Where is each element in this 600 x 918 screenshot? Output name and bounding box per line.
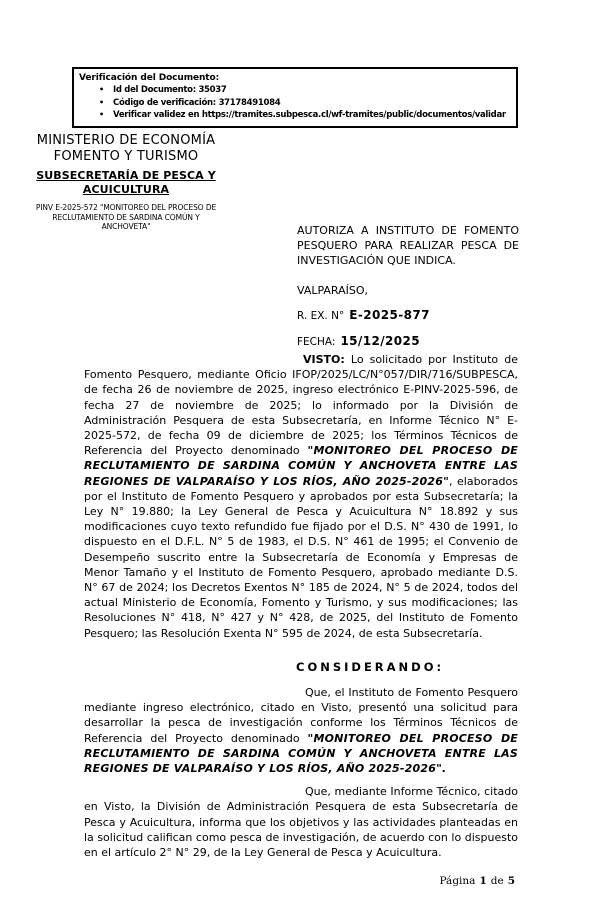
ministry-name-line2: FOMENTO Y TURISMO bbox=[53, 148, 199, 164]
date-value: 15/12/2025 bbox=[340, 333, 420, 348]
visto-label: VISTO: bbox=[303, 353, 345, 366]
resolution-header bbox=[297, 223, 519, 348]
resolution-number-line bbox=[297, 308, 519, 322]
bullet-icon: • bbox=[99, 85, 105, 94]
bullet-icon: • bbox=[99, 110, 105, 119]
page-label: Página bbox=[439, 875, 476, 887]
verification-item-text: Verificar validez en https://tramites.subpesca.cl/wf-tramites/public/documentos/validar bbox=[113, 110, 506, 120]
city-line: VALPARAÍSO, bbox=[297, 283, 369, 297]
considerando-paragraph-1 bbox=[84, 685, 518, 776]
subsecretaria-title: SUBSECRETARÍA DE PESCA Y ACUICULTURA bbox=[36, 169, 216, 196]
bullet-icon: • bbox=[99, 97, 105, 107]
resolution-number-value: E-2025-877 bbox=[349, 307, 430, 322]
resolution-number-label: R. EX. N° bbox=[297, 309, 345, 322]
considerando-paragraph-2: Que, mediante Informe Técnico, citado en Visto, la División de Administración Pesquera de esta Subsecretaría de Pesca y Acuicultura, informa que los objetivos y las actividades planteadas en la solicitud califican como pesca de investigación, de acuerdo con lo dispuesto en el artículo 2° N° 29, de la Ley General de Pesca y Acuicultura. bbox=[84, 785, 518, 860]
project-title-emphasis: "MONITOREO DEL PROCESO DE RECLUTAMIENTO DE SARDINA COMÚN Y ANCHOVETA ENTRE LAS REGIONES DE VALPARAÍSO Y LOS RÍOS, AÑO 2025-2026". bbox=[84, 731, 518, 776]
of-label: de bbox=[490, 875, 504, 887]
project-title-emphasis: "MONITOREO DEL PROCESO DE RECLUTAMIENTO DE SARDINA COMÚN Y ANCHOVETA ENTRE LAS REGIONES DE VALPARAÍSO Y LOS RÍOS, AÑO 2025-2026" bbox=[84, 444, 518, 488]
project-reference: PINV E-2025-572 "MONITOREO DEL PROCESO DE RECLUTAMIENTO DE SARDINA COMÚN Y ANCHOVETA" bbox=[35, 203, 217, 231]
date-label: FECHA: bbox=[297, 335, 336, 348]
document-body bbox=[84, 352, 518, 860]
date-line bbox=[297, 334, 519, 348]
visto-paragraph bbox=[84, 352, 518, 641]
ministry-name-line1: MINISTERIO DE ECONOMÍA bbox=[36, 133, 216, 148]
visto-text-1: Lo solicitado por Instituto de Fomento Pesquero, mediante Oficio IFOP/2025/LC/N°057/DIR/716/SUBPESCA, de fecha 26 de noviembre de 2025, ingreso electrónico E-PINV-2025-596, de fecha 27 de noviembre de 2025; lo informado por la División de Administración Pesquera de esta Subsecretaría, en Informe Técnico N° E-2025-572, de fecha 09 de diciembre de 2025; los Términos Técnicos de Referencia del Proyecto denominado bbox=[84, 353, 518, 458]
verification-title: Verificación del Documento: bbox=[79, 73, 220, 83]
resolution-subject: AUTORIZA A INSTITUTO DE FOMENTO PESQUERO PARA REALIZAR PESCA DE INVESTIGACIÓN QUE INDICA. bbox=[297, 224, 519, 268]
verification-item-code bbox=[79, 97, 512, 110]
verification-item-url bbox=[79, 109, 512, 122]
letterhead bbox=[34, 133, 218, 232]
page-footer bbox=[439, 874, 515, 888]
verification-item-document-id bbox=[79, 84, 512, 97]
page-number: 1 bbox=[479, 875, 487, 887]
considerando-heading: CONSIDERANDO: bbox=[296, 659, 445, 674]
verification-box bbox=[72, 67, 518, 128]
verification-item-text: Id del Documento: 35037 bbox=[113, 85, 227, 95]
total-pages: 5 bbox=[507, 875, 515, 887]
considerando-1-text: Que, el Instituto de Fomento Pesquero mediante ingreso electrónico, citado en Visto, presentó una solicitud para desarrollar la pesca de investigación conforme los Términos Técnicos de Referencia del Proyecto denominado bbox=[84, 686, 518, 745]
verification-item-text: Código de verificación: 37178491084 bbox=[113, 97, 281, 108]
visto-text-2: , elaborados por el Instituto de Fomento Pesquero y aprobados por esta Subsecretaría; la Ley N° 19.880; la Ley General de Pesca y Acuicultura N° 18.892 y sus modificaciones cuyo texto refundido fue fijado por el D.S. N° 430 de 1991, lo dispuesto en el D.F.L. N° 5 de 1983, el D.S. N° 461 de 1995; el Convenio de Desempeño suscrito entre la Subsecretaría de Economía y Empresas de Menor Tamaño y el Instituto de Fomento Pesquero, aprobado mediante D.S. N° 67 de 2024; los Decretos Exentos N° 185 de 2024, N° 5 de 2024, todos del actual Ministerio de Economía, Fomento y Turismo, y sus modificaciones; las Resoluciones N° 418, N° 427 y N° 428, de 2025, del Instituto de Fomento Pesquero; las Resolución Exenta N° 595 de 2024, de esta Subsecretaría. bbox=[84, 474, 518, 640]
